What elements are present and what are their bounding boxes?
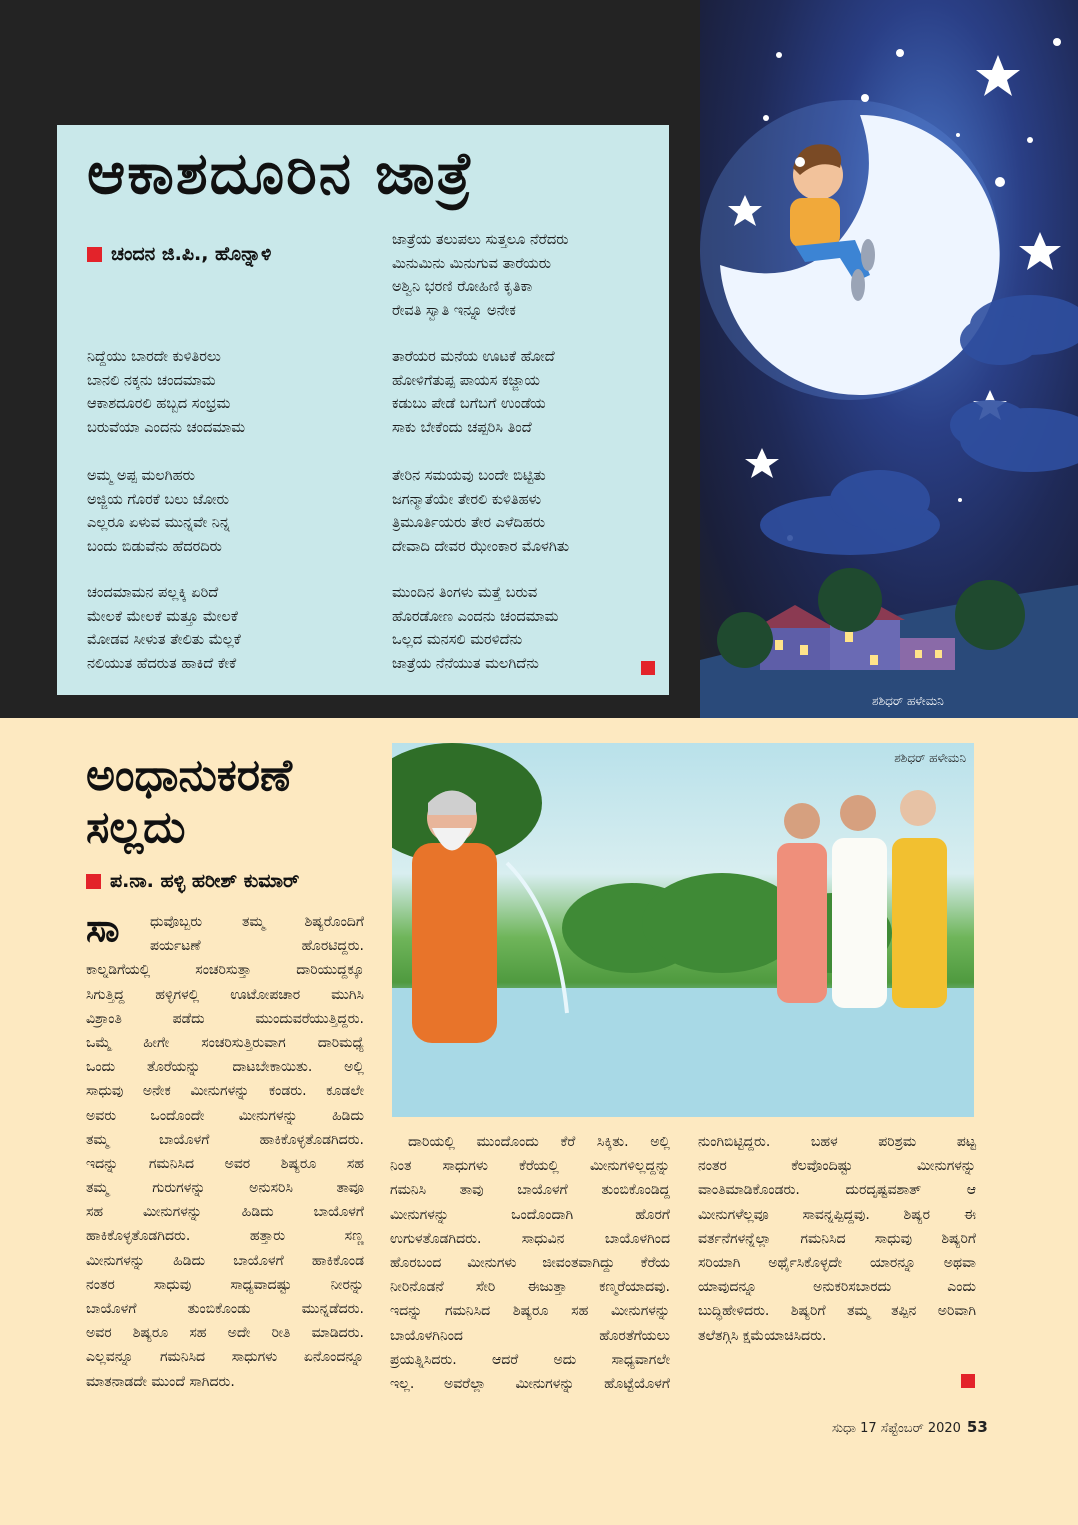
- issue-date: ಸುಧಾ 17 ಸೆಪ್ಟೆಂಬರ್ 2020: [832, 1421, 961, 1436]
- poem-line: ಮುಂದಿನ ತಿಂಗಳು ಮತ್ತೆ ಬರುವ: [392, 585, 538, 601]
- story-line: [86, 1297, 364, 1321]
- story-line: [86, 910, 364, 934]
- poem-line: ತ್ರಿಮೂರ್ತಿಯರು ತೇರ ಎಳೆದಿಹರು: [392, 515, 546, 531]
- story-line: [390, 1130, 670, 1154]
- end-mark-icon: [961, 1374, 975, 1388]
- poem-line: ಮೋಡವ ಸೀಳುತ ತೇಲಿತು ಮೆಲ್ಲಕೆ: [87, 632, 241, 648]
- story-line-text: ಗಮನಿಸಿ ತಾವು ಬಾಯೊಳಗೆ ತುಂಬಿಕೊಂಡಿದ್ದ: [390, 1182, 670, 1199]
- story-line-text: ಇಲ್ಲ. ಅವರೆಲ್ಲಾ ಮೀನುಗಳನ್ನು ಹೊಟ್ಟೆಯೊಳಗೆ: [390, 1375, 670, 1392]
- story-line: [86, 1370, 364, 1394]
- bullet-square-icon: [87, 247, 102, 262]
- page-number: 53: [966, 1418, 988, 1436]
- poem-stanza: [392, 229, 569, 323]
- story-line-text: ಮೀನುಗಳನ್ನು ಒಂದೊಂದಾಗಿ ಹೊರಗೆ: [390, 1206, 670, 1223]
- poem-line: ಅಮ್ಮ ಅಪ್ಪ ಮಲಗಿಹರು: [87, 468, 195, 484]
- story-column-1: [86, 910, 364, 1394]
- story-line-text: ಬುದ್ಧಿಹೇಳಿದರು. ಶಿಷ್ಯರಿಗೆ ತಮ್ಮ ತಪ್ಪಿನ ಅರಿವಾಗಿ: [698, 1303, 976, 1320]
- poem-line: ಜಗನ್ಮಾತೆಯೇ ತೇರಲಿ ಕುಳಿತಿಹಳು: [392, 491, 542, 508]
- story-line: [86, 1152, 364, 1176]
- poem-box: [57, 125, 669, 695]
- story-line: [698, 1227, 976, 1251]
- drop-cap: ಸಾ: [86, 906, 120, 950]
- poem-title: ಆಕಾಶದೂರಿನ ಜಾತ್ರೆ: [87, 139, 475, 207]
- story-line-text: ವಾಂತಿಮಾಡಿಕೊಂಡರು. ದುರದೃಷ್ಟವಶಾತ್ ಆ: [698, 1182, 976, 1199]
- end-mark-icon: [641, 661, 655, 675]
- story-line-text: ಸರಿಯಾಗಿ ಅರ್ಥೈಸಿಕೊಳ್ಳದೇ ಯಾರನ್ನೂ ಅಥವಾ: [698, 1254, 976, 1271]
- story-line-text: ಒಮ್ಮೆ ಹೀಗೇ ಸಂಚರಿಸುತ್ತಿರುವಾಗ ದಾರಿಮಧ್ಯೆ: [86, 1034, 364, 1051]
- story-byline: [86, 870, 299, 892]
- story-line-text: ನಿಂತ ಸಾಧುಗಳು ಕೆರೆಯಲ್ಲಿ ಮೀನುಗಳಿಲ್ಲದ್ದನ್ನು: [390, 1158, 670, 1175]
- story-line-text: ಹೊರಬಂದ ಮೀನುಗಳು ಜೀವಂತವಾಗಿದ್ದು ಕೆರೆಯ: [390, 1254, 670, 1271]
- story-line: [86, 1345, 364, 1369]
- story-line-text: ವರ್ತನೆಗಳನ್ನೆಲ್ಲಾ ಗಮನಿಸಿದ ಸಾಧುವು ಶಿಷ್ಯರಿಗೆ: [698, 1230, 976, 1247]
- poem-line: ತಾರೆಯರ ಮನೆಯ ಊಟಕೆ ಹೋದೆ: [392, 349, 555, 365]
- story-line-text: ಅವರು ಒಂದೊಂದೇ ಮೀನುಗಳನ್ನು ಹಿಡಿದು: [86, 1107, 364, 1124]
- story-line: [86, 1079, 364, 1103]
- story-line: [86, 1224, 364, 1248]
- story-line-text: ಒಂದು ತೊರೆಯನ್ನು ದಾಟಬೇಕಾಯಿತು. ಅಲ್ಲಿ: [86, 1059, 364, 1076]
- story-line-text: ಮೀನುಗಳೆಲ್ಲವೂ ಸಾವನ್ನಪ್ಪಿದ್ದವು. ಶಿಷ್ಯರ ಈ: [698, 1206, 976, 1223]
- poem-line: ಮೇಲಕೆ ಮೇಲಕೆ ಮತ್ತೂ ಮೇಲಕೆ: [87, 608, 238, 625]
- poem-stanza: [392, 465, 569, 559]
- story-line-text: ವಿಶ್ರಾಂತಿ ಪಡೆದು ಮುಂದುವರೆಯುತ್ತಿದ್ದರು.: [86, 1010, 364, 1027]
- story-line: [698, 1275, 976, 1299]
- story-illustration-credit: ಶಶಿಧರ್ ಹಳೇಮನಿ: [894, 751, 966, 765]
- poem-line: ಹೊರಡೋಣ ಎಂದನು ಚಂದಮಾಮ: [392, 608, 559, 625]
- story-line-text: ಮಾತನಾಡದೇ ಮುಂದೆ ಸಾಗಿದರು.: [86, 1373, 235, 1390]
- story-line: [390, 1299, 670, 1323]
- poem-line: ನಲಿಯುತ ಹೆದರುತ ಹಾಕಿದೆ ಕೇಕೆ: [87, 655, 237, 672]
- story-line-text: ತಲೆತಗ್ಗಿಸಿ ಕ್ಷಮೆಯಾಚಿಸಿದರು.: [698, 1327, 827, 1344]
- poem-line: ಎಲ್ಲರೂ ಏಳುವ ಮುನ್ನವೇ ನಿನ್ನ: [87, 515, 230, 531]
- page-footer: [832, 1418, 988, 1436]
- story-line-text: ಪ್ರಯತ್ನಿಸಿದರು. ಆದರೆ ಅದು ಸಾಧ್ಯವಾಗಲೇ: [390, 1351, 670, 1368]
- poem-line: ಕಡುಬು ಪೇಡೆ ಬಗೆಬಗೆ ಉಂಡೆಯ: [392, 396, 546, 412]
- poem-line: ಚಂದಮಾಮನ ಪಲ್ಲಕ್ಕಿ ಏರಿದೆ: [87, 585, 219, 601]
- story-line-text: ಪರ್ಯಟಣೆ ಹೊರಟಿದ್ದರು.: [150, 938, 364, 955]
- poem-line: ಒಲ್ಲದ ಮನಸಲಿ ಮರಳಿದೆನು: [392, 632, 523, 648]
- story-line: [86, 983, 364, 1007]
- story-line: [86, 934, 364, 958]
- story-line: [86, 958, 364, 982]
- story-line: [390, 1203, 670, 1227]
- poem-line: ಅಜ್ಜಿಯ ಗೊರಕೆ ಬಲು ಜೋರು: [87, 491, 229, 508]
- story-line: [86, 1104, 364, 1128]
- story-line-text: ಉಗುಳತೊಡಗಿದರು. ಸಾಧುವಿನ ಬಾಯೊಳಗಿಂದ: [390, 1230, 670, 1247]
- story-line-text: ತಮ್ಮ ಗುರುಗಳನ್ನು ಅನುಸರಿಸಿ ತಾವೂ: [86, 1180, 364, 1197]
- story-line-text: ಮೀನುಗಳನ್ನು ಹಿಡಿದು ಬಾಯೊಳಗೆ ಹಾಕಿಕೊಂಡ: [86, 1252, 364, 1269]
- disciples: [777, 790, 947, 1008]
- story-line-text: ಬಾಯೊಳಗಿನಿಂದ ಹೊರತೆಗೆಯಲು: [390, 1327, 670, 1344]
- story-line-text: ಬಾಯೊಳಗೆ ತುಂಬಿಕೊಂಡು ಮುನ್ನಡೆದರು.: [86, 1301, 364, 1317]
- poem-line: ಸಾಕು ಬೇಕೆಂದು ಚಪ್ಪರಿಸಿ ತಿಂದೆ: [392, 419, 532, 436]
- story-line-text: ಧುವೊಬ್ಬರು ತಮ್ಮ ಶಿಷ್ಯರೊಂದಿಗೆ: [150, 914, 364, 930]
- story-line: [390, 1324, 670, 1348]
- story-line-text: ನಂತರ ಸಾಧುವು ಸಾಧ್ಯವಾದಷ್ಟು ನೀರನ್ನು: [86, 1276, 364, 1293]
- poem-stanza: [87, 346, 245, 440]
- poem-illustration-credit: ಶಶಿಧರ್ ಹಳೇಮನಿ: [872, 694, 944, 708]
- story-line: [390, 1275, 670, 1299]
- story-line: [86, 1055, 364, 1079]
- poem-line: ಅಶ್ವಿನಿ ಭರಣಿ ರೋಹಿಣಿ ಕೃತಿಕಾ: [392, 279, 533, 295]
- story-line: [390, 1348, 670, 1372]
- story-line: [86, 1176, 364, 1200]
- story-line-text: ಸಹ ಮೀನುಗಳನ್ನು ಹಿಡಿದು ಬಾಯೊಳಗೆ: [86, 1204, 364, 1221]
- poem-byline: [87, 243, 271, 265]
- poem-stanza: [87, 582, 241, 676]
- story-line-text: ಸಾಧುವು ಅನೇಕ ಮೀನುಗಳನ್ನು ಕಂಡರು. ಕೂಡಲೇ: [86, 1083, 364, 1100]
- story-title-line: ಸಲ್ಲದು: [86, 802, 186, 853]
- poem-line: ಜಾತ್ರೆಯ ತಲುಪಲು ಸುತ್ತಲೂ ನೆರೆದರು: [392, 232, 569, 248]
- story-line: [390, 1251, 670, 1275]
- poem-author: ಚಂದನ ಜಿ.ಪಿ., ಹೊನ್ನಾಳಿ: [111, 243, 272, 265]
- story-line-text: ಇದನ್ನು ಗಮನಿಸಿದ ಅವರ ಶಿಷ್ಯರೂ ಸಹ: [86, 1155, 364, 1172]
- poem-line: ಬರುವೆಯಾ ಎಂದನು ಚಂದಮಾಮ: [87, 419, 246, 436]
- story-line: [698, 1154, 976, 1178]
- story-line: [390, 1227, 670, 1251]
- story-line-text: ನಂತರ ಕೆಲವೊಂದಿಷ್ಟು ಮೀನುಗಳನ್ನು: [698, 1158, 976, 1175]
- poem-line: ದೇವಾದಿ ದೇವರ ಝೇಂಕಾರ ಮೊಳಗಿತು: [392, 538, 570, 555]
- poem-stanza: [87, 465, 230, 559]
- story-line: [698, 1130, 976, 1154]
- story-title: [86, 750, 292, 854]
- story-author: ಪ.ನಾ. ಹಳ್ಳಿ ಹರೀಶ್ ಕುಮಾರ್: [110, 870, 300, 892]
- story-line-text: ದಾರಿಯಲ್ಲಿ ಮುಂದೊಂದು ಕೆರೆ ಸಿಕ್ಕಿತು. ಅಲ್ಲಿ: [408, 1134, 670, 1150]
- story-line-text: ಸಿಗುತ್ತಿದ್ದ ಹಳ್ಳಿಗಳಲ್ಲಿ ಊಟೋಪಚಾರ ಮುಗಿಸಿ: [86, 986, 364, 1003]
- story-line: [86, 1031, 364, 1055]
- poem-line: ಬಾನಲಿ ನಕ್ಕನು ಚಂದಮಾಮ: [87, 372, 216, 389]
- poem-line: ತೇರಿನ ಸಮಯವು ಬಂದೇ ಬಿಟ್ಟಿತು: [392, 468, 546, 484]
- story-line-text: ಇದನ್ನು ಗಮನಿಸಿದ ಶಿಷ್ಯರೂ ಸಹ ಮೀನುಗಳನ್ನು: [390, 1303, 670, 1320]
- poem-line: ಹೋಳಿಗೆತುಪ್ಪ ಪಾಯಸ ಕಜ್ಜಾಯ: [392, 372, 540, 389]
- story-title-line: ಅಂಧಾನುಕರಣೆ: [86, 750, 293, 801]
- story-line-text: ಅವರ ಶಿಷ್ಯರೂ ಸಹ ಅದೇ ರೀತಿ ಮಾಡಿದರು.: [86, 1325, 364, 1342]
- poem-stanza: [392, 346, 555, 440]
- story-line-text: ಹಾಕಿಕೊಳ್ಳತೊಡಗಿದರು. ಹತ್ತಾರು ಸಣ್ಣ: [86, 1228, 364, 1245]
- poem-line: ಜಾತ್ರೆಯ ನೆನೆಯುತ ಮಲಗಿದೆನು: [392, 655, 539, 672]
- story-line-text: ಕಾಲ್ನಡಿಗೆಯಲ್ಲಿ ಸಂಚರಿಸುತ್ತಾ ದಾರಿಯುದ್ದಕ್ಕೂ: [86, 962, 364, 979]
- story-column-2: [390, 1130, 670, 1396]
- story-line: [86, 1249, 364, 1273]
- story-line: [698, 1203, 976, 1227]
- story-line: [390, 1154, 670, 1178]
- poem-line: ರೇವತಿ ಸ್ವಾತಿ ಇನ್ನೂ ಅನೇಕ: [392, 302, 516, 319]
- story-line: [698, 1251, 976, 1275]
- story-line: [390, 1178, 670, 1202]
- poem-line: ಆಕಾಶದೂರಲಿ ಹಬ್ಬದ ಸಂಭ್ರಮ: [87, 396, 231, 412]
- story-line: [86, 1321, 364, 1345]
- poem-line: ಬಂದು ಬಿಡುವೆನು ಹೆದರದಿರು: [87, 538, 222, 555]
- story-line: [390, 1372, 670, 1396]
- night-sky-illustration: [700, 0, 1078, 718]
- poem-line: ನಿದ್ದೆಯು ಬಾರದೇ ಕುಳಿತಿರಲು: [87, 349, 221, 365]
- story-line-text: ಎಲ್ಲವನ್ನೂ ಗಮನಿಸಿದ ಸಾಧುಗಳು ಏನೊಂದನ್ನೂ: [86, 1349, 364, 1366]
- story-line: [698, 1324, 976, 1348]
- bullet-square-icon: [86, 874, 101, 889]
- story-line-text: ನೀರಿನೊಡನೆ ಸೇರಿ ಈಜುತ್ತಾ ಕಣ್ಮರೆಯಾದವು.: [390, 1279, 670, 1296]
- story-column-3: [698, 1130, 976, 1348]
- sage-river-illustration: [392, 743, 974, 1117]
- story-line-text: ಯಾವುದನ್ನೂ ಅನುಕರಿಸಬಾರದು ಎಂದು: [698, 1279, 976, 1296]
- story-line: [86, 1007, 364, 1031]
- poem-line: ಮಿನುಮಿನು ಮಿನುಗುವ ತಾರೆಯರು: [392, 255, 551, 272]
- story-line: [86, 1273, 364, 1297]
- poem-stanza: [392, 582, 558, 676]
- story-line: [698, 1299, 976, 1323]
- story-line-text: ತಮ್ಮ ಬಾಯೊಳಗೆ ಹಾಕಿಕೊಳ್ಳತೊಡಗಿದರು.: [86, 1131, 364, 1148]
- story-line: [698, 1178, 976, 1202]
- story-line: [86, 1128, 364, 1152]
- story-line: [86, 1200, 364, 1224]
- story-line-text: ನುಂಗಿಬಿಟ್ಟಿದ್ದರು. ಬಹಳ ಪರಿಶ್ರಮ ಪಟ್ಟ: [698, 1134, 976, 1150]
